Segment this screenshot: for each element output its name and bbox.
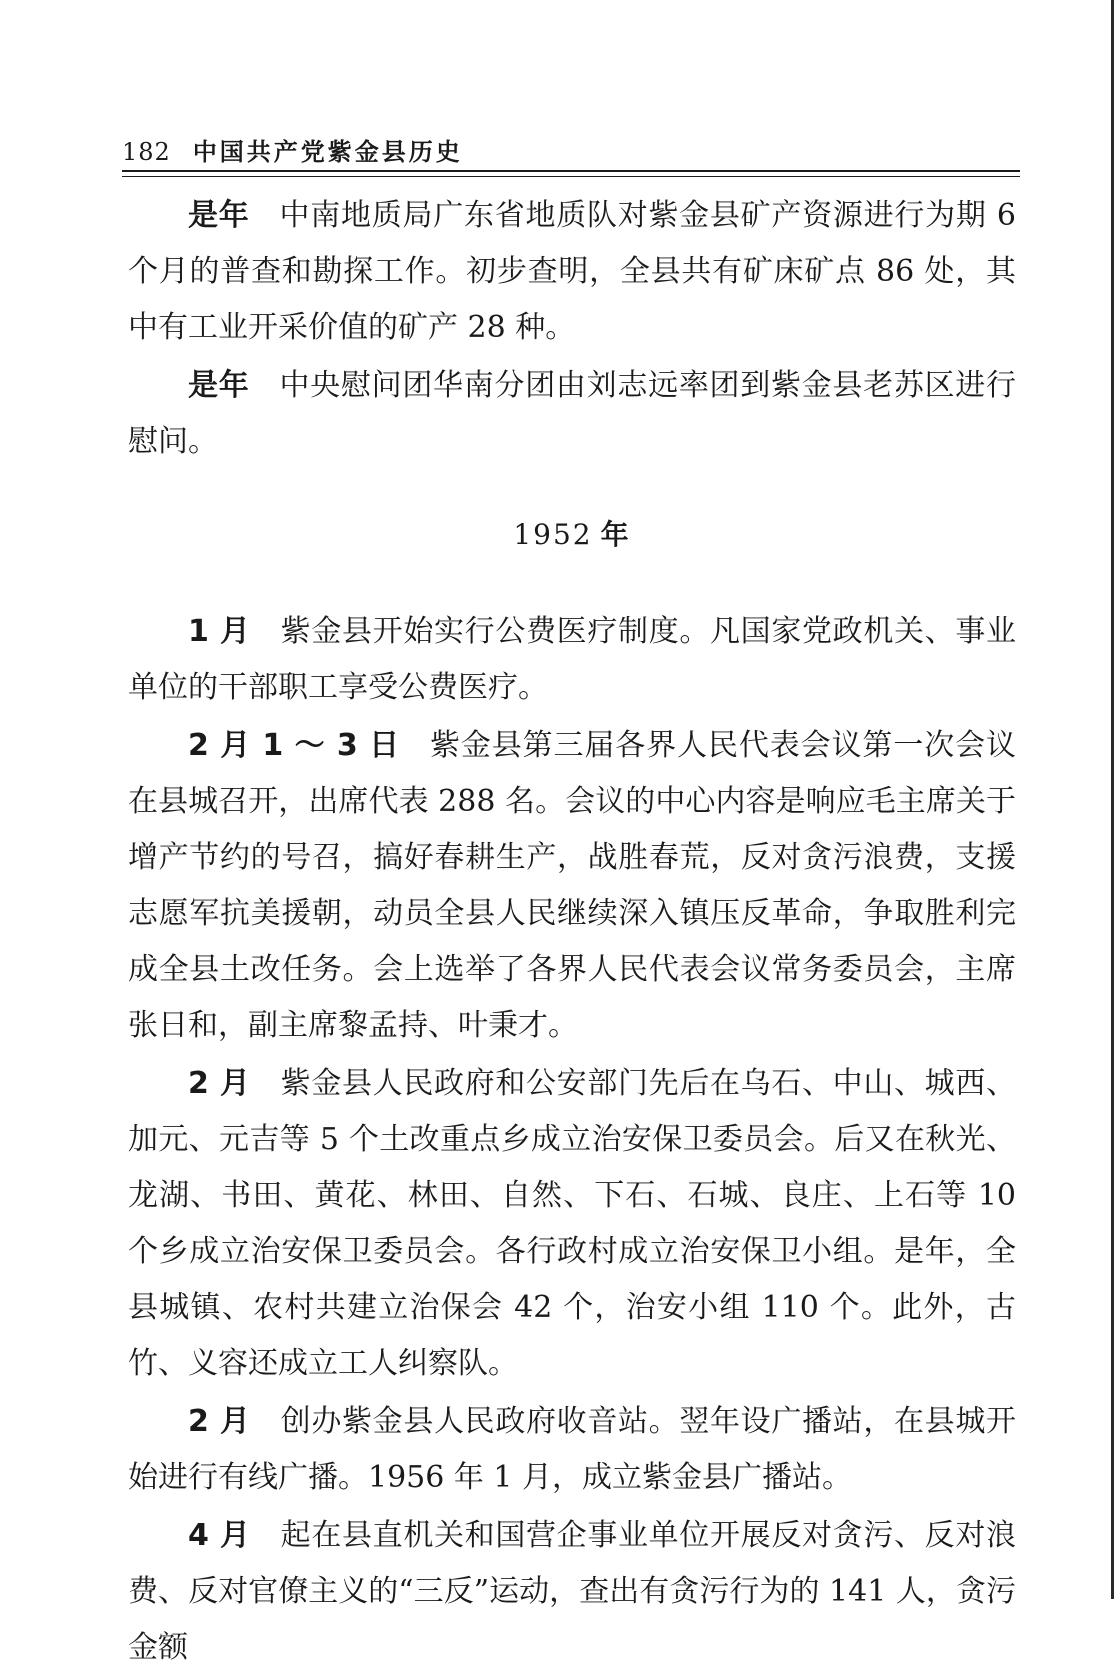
page-number: 182 — [122, 138, 171, 166]
entry-text: 紫金县第三届各界人民代表会议第一次会议在县城召开，出席代表 288 名。会议的中心内容是响应毛主席关于增产节约的号召，搞好春耕生产，战胜春荒，反对贪污浪费，支援志愿军抗美援朝，动员全县人民继续深入镇压反革命，争取胜利完成全县土改任务。会上选举了各界人民代表会议常务委员会，主席张日和，副主席黎孟持、叶秉才。 — [128, 728, 1016, 1043]
entry-date: 2 月 — [188, 1404, 251, 1439]
header-rule-thin — [122, 176, 1020, 177]
entry-text: 创办紫金县人民政府收音站。翌年设广播站，在县城开始进行有线广播。1956 年 1 月，成立紫金县广播站。 — [128, 1404, 1016, 1495]
year-number: 1952 — [513, 518, 593, 551]
entry-date: 是年 — [188, 198, 250, 233]
chronicle-entry — [128, 604, 1016, 716]
chronicle-entry — [128, 1394, 1016, 1506]
chronicle-entry — [128, 188, 1016, 356]
entry-text: 紫金县人民政府和公安部门先后在乌石、中山、城西、加元、元吉等 5 个土改重点乡成立治安保卫委员会。后又在秋光、龙湖、书田、黄花、林田、自然、下石、石城、良庄、上石等 10 个乡成立治安保卫委员会。各行政村成立治安保卫小组。是年，全县城镇、农村共建立治保会 42 个，治安小组 110 个。此外，古竹、义容还成立工人纠察队。 — [128, 1066, 1016, 1381]
body-text — [128, 188, 1016, 1676]
entry-text: 中央慰问团华南分团由刘志远率团到紫金县老苏区进行慰问。 — [128, 368, 1017, 459]
chronicle-entry — [128, 358, 1016, 470]
entry-date: 2 月 — [188, 1066, 251, 1101]
entry-text: 起在县直机关和国营企事业单位开展反对贪污、反对浪费、反对官僚主义的“三反”运动，查出有贪污行为的 141 人，贪污金额 — [128, 1518, 1016, 1665]
year-suffix: 年 — [600, 518, 631, 551]
year-heading — [128, 510, 1016, 560]
entry-text: 中南地质局广东省地质队对紫金县矿产资源进行为期 6 个月的普查和勘探工作。初步查明，全县共有矿床矿点 86 处，其中有工业开采价值的矿产 28 种。 — [128, 198, 1017, 345]
entry-date: 2 月 1 ～ 3 日 — [188, 728, 400, 763]
page-edge-shadow — [1111, 0, 1114, 1599]
entry-date: 1 月 — [188, 614, 251, 649]
entry-date: 4 月 — [188, 1518, 251, 1553]
header-rule-thick — [122, 170, 1020, 172]
book-title: 中国共产党紫金县历史 — [192, 138, 463, 166]
chronicle-entry — [128, 1508, 1016, 1676]
chronicle-entry — [128, 1056, 1016, 1392]
entry-text: 紫金县开始实行公费医疗制度。凡国家党政机关、事业单位的干部职工享受公费医疗。 — [128, 614, 1016, 705]
chronicle-entry — [128, 718, 1016, 1054]
entry-date: 是年 — [188, 368, 250, 403]
